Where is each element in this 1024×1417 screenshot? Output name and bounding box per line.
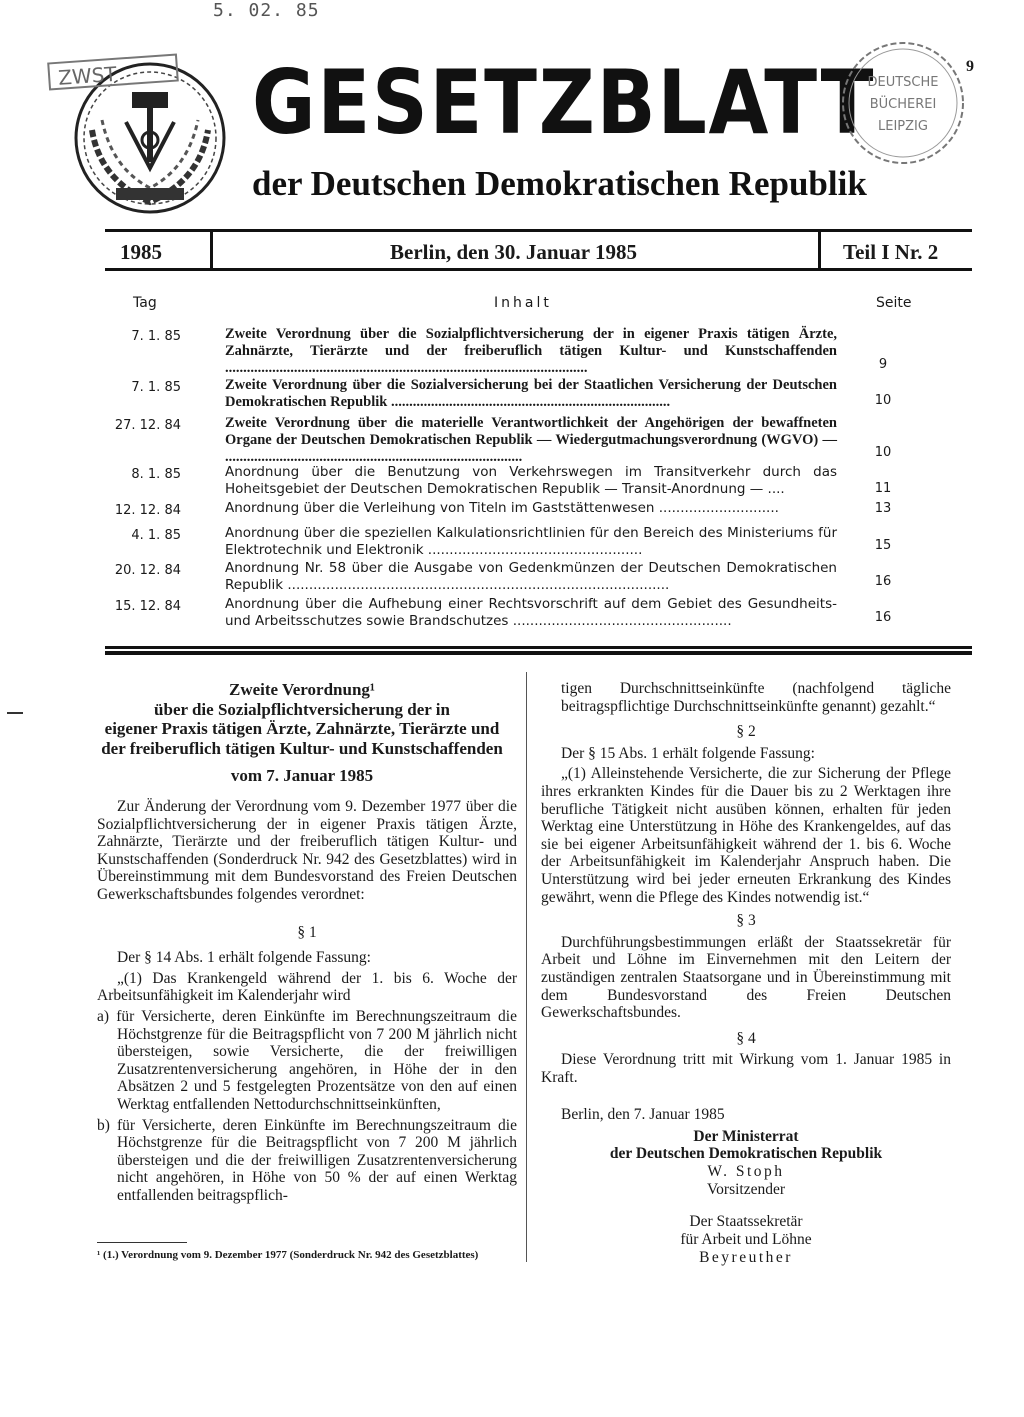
library-stamp-line-3: LEIPZIG [878,119,928,134]
article-title-line: über die Sozialpflichtversicherung der in [154,699,450,719]
article-title-line: Zweite Verordnung¹ [229,680,375,699]
library-stamp-icon [838,38,968,168]
toc-entry-title: Anordnung über die Benutzung von Verkehrswegen im Transitverkehr durch das Hoheitsgebiet der Deutschen Demokratischen Republik — Transit-Anordnung — .... [225,464,837,497]
toc-entry-title: Zweite Verordnung über die Sozialpflichtversicherung der in eigener Praxis tätigen Ärzte, Zahnärzte, Tierärzte und der freiberuflich tätigen Kultur- und Kunstschaffenden .................................................................................................... [225,326,837,376]
signature-name-2: Beyreuther [699,1249,793,1266]
section-1-continuation: tigen Durchschnittseinkünfte (nachfolgend tägliche beitragspflichtige Durchschnittseinkünfte genannt) gezahlt.“ [561,680,951,715]
toc-rule-thin [105,646,972,649]
signature-name-1: W. Stoph [707,1163,785,1180]
toc-entry-date: 7. 1. 85 [131,380,181,395]
signature-role-1: Vorsitzender [706,1181,786,1198]
toc-entry-date: 4. 1. 85 [131,528,181,543]
toc-column-tag: Tag [133,295,157,311]
signature-body-line-1: Der Ministerrat [693,1128,799,1145]
masthead-subtitle: der Deutschen Demokratischen Republik [252,164,867,203]
toc-entry-date: 20. 12. 84 [114,563,181,578]
article-title-line: der freiberuflich tätigen Kultur- und Kunstschaffenden [101,738,503,758]
article-title-line: eigener Praxis tätigen Ärzte, Zahnärzte, Tierärzte und [104,719,500,739]
signature-body-line-2: der Deutschen Demokratischen Republik [609,1145,883,1162]
section-1-intro: Der § 14 Abs. 1 erhält folgende Fassung: [117,949,371,967]
section-4-heading: § 4 [736,1029,756,1047]
toc-entry-date: 15. 12. 84 [114,599,181,614]
toc-entry-page: 9 [878,357,888,372]
section-3-text: Durchführungsbestimmungen erläßt der Staatssekretär für Arbeit und Löhne im Einvernehmen mit den Leitern der zuständigen zentralen Staatsorgane und in Übereinstimmung mit dem Bundesvorstand des Freien Deutschen Gewerkschaftsbundes. [541,933,951,1022]
signature-place-date: Berlin, den 7. Januar 1985 [561,1106,725,1124]
receipt-date-stamp: 5. 02. 85 [213,0,320,21]
toc-entry-title: Anordnung über die Verleihung von Titeln im Gaststättenwesen ............................ [225,500,779,516]
section-2-quote: „(1) Alleinstehende Versicherte, die zur Sicherung der Pflege ihres erkrankten Kindes für die Dauer bis zu 2 Werktagen ihre berufliche Tätigkeit nicht ausüben können, erhalten für jeden Werktag eine Unterstützung in Höhe des Krankengeldes, auf das sie bei eigener Arbeitsunfähigkeit während der 1. bis 6. Woche der Arbeitsunfähigkeit im Kalenderjahr Anspruch haben. Die Unterstützung wird bei jeder erneuten Erkrankung des Kindes gewährt, wenn die Pflege des Kindes notwendig ist.“ [541,765,951,906]
toc-entry-page: 10 [874,393,892,408]
toc-entry-title: Zweite Verordnung über die Sozialversicherung bei der Staatlichen Versicherung der Deutschen Demokratischen Republik ............................................................................. [225,377,837,410]
toc-entry-title: Anordnung Nr. 58 über die Ausgabe von Gedenkmünzen der Deutschen Demokratischen Republik ......................................................................................... [225,560,837,593]
header-divider-1 [210,232,213,268]
toc-entry-date: 12. 12. 84 [114,503,181,518]
section-1-item-b: b) für Versicherte, deren Einkünfte im Berechnungszeitraum die Höchstgrenze für die Beitragspflicht von 7 200 M jährlich übersteigen und die der freiwilligen Zusatzrentenversicherung nicht angehören, in Höhe von 50 % der auf einen Werktag entfallenden beitragspflich- [97,1116,517,1204]
toc-entry-date: 27. 12. 84 [114,418,181,433]
library-stamp-line-2: BÜCHEREI [869,97,937,112]
signature-role-2b: für Arbeit und Löhne [680,1231,812,1248]
issue-date: Berlin, den 30. Januar 1985 [390,240,637,264]
toc-entry-page: 13 [874,501,892,516]
signature-role-2a: Der Staatssekretär [689,1213,803,1230]
toc-entry-date: 7. 1. 85 [131,329,181,344]
masthead-title: GESETZBLATT [252,51,876,154]
article-date-line: vom 7. Januar 1985 [230,766,374,786]
section-4-text: Diese Verordnung tritt mit Wirkung vom 1. Januar 1985 in Kraft. [541,1051,951,1086]
article-right-column [541,680,951,1124]
toc-entry-page: 15 [874,538,892,553]
header-rule-top [105,229,972,232]
article-preamble: Zur Änderung der Verordnung vom 9. Dezember 1977 über die Sozialpflichtversicherung der in eigener Praxis tätigen Ärzte, Zahnärzte, Tierärzte und der freiberuflich tätigen Kultur- und Kunstschaffenden (Sonderdruck Nr. 942 des Gesetzblattes) wird in Übereinstimmung mit dem Bundesvorstand des Freien Deutschen Gewerkschaftsbundes folgendes verordnet: [97,798,517,903]
section-3-heading: § 3 [736,912,756,930]
section-1-item-a: a) für Versicherte, deren Einkünfte im Berechnungszeitraum die Höchstgrenze für die Beitragspflicht von 7 200 M jährlich nicht übersteigen, sowie Versicherte, die der freiwilligen Zusatzrentenversicherung angehören, in Höhe der in den Absätzen 2 und 5 festgelegten Prozentsätze von den auf einen Werktag entfallenden Nettodurchschnittseinkünften, [97,1007,517,1113]
toc-entry-title: Anordnung über die Aufhebung einer Rechtsvorschrift auf dem Gebiet des Gesundheits- und Arbeitsschutzes sowie Brandschutzes ................................................... [225,596,837,629]
toc-entry-title: Zweite Verordnung über die materielle Verantwortlichkeit der Angehörigen der bewaffneten Organe der Deutschen Demokratischen Republik — Wiedergutmachungsverordnung (WGVO) — .................................................................................. [225,415,837,465]
column-divider [526,672,527,1262]
toc-column-inhalt: Inhalt [494,295,552,311]
toc-entry-page: 16 [874,610,892,625]
page-number: 9 [966,58,974,75]
header-divider-2 [818,232,821,268]
issue-year: 1985 [120,240,162,264]
toc-entry-page: 16 [874,574,892,589]
toc-column-seite: Seite [876,295,912,311]
section-2-heading: § 2 [736,723,756,741]
section-1-quote: „(1) Das Krankengeld während der 1. bis 6. Woche der Arbeitsunfähigkeit im Kalenderjahr wird [97,969,517,1005]
toc-entry-page: 11 [874,481,892,496]
issue-number: Teil I Nr. 2 [843,240,939,264]
toc-entry-title: Anordnung über die speziellen Kalkulationsrichtlinien für den Bereich des Ministeriums für Elektrotechnik und Elektronik .................................................. [225,525,837,558]
toc-rule-thick [105,651,972,655]
library-stamp-line-1: DEUTSCHE [867,75,939,90]
header-rule-bottom [105,268,972,271]
margin-mark [7,712,23,714]
footnote-rule [97,1242,187,1243]
article-left-column [97,798,517,1204]
article-title [82,680,522,786]
toc-entry-page: 10 [874,445,892,460]
toc-entry-date: 8. 1. 85 [131,467,181,482]
section-1-heading: § 1 [297,923,317,941]
footnote: ¹ (1.) Verordnung vom 9. Dezember 1977 (Sonderdruck Nr. 942 des Gesetzblattes) [97,1249,479,1261]
section-2-intro: Der § 15 Abs. 1 erhält folgende Fassung: [561,744,815,762]
zwst-stamp: ZWST [47,53,179,90]
